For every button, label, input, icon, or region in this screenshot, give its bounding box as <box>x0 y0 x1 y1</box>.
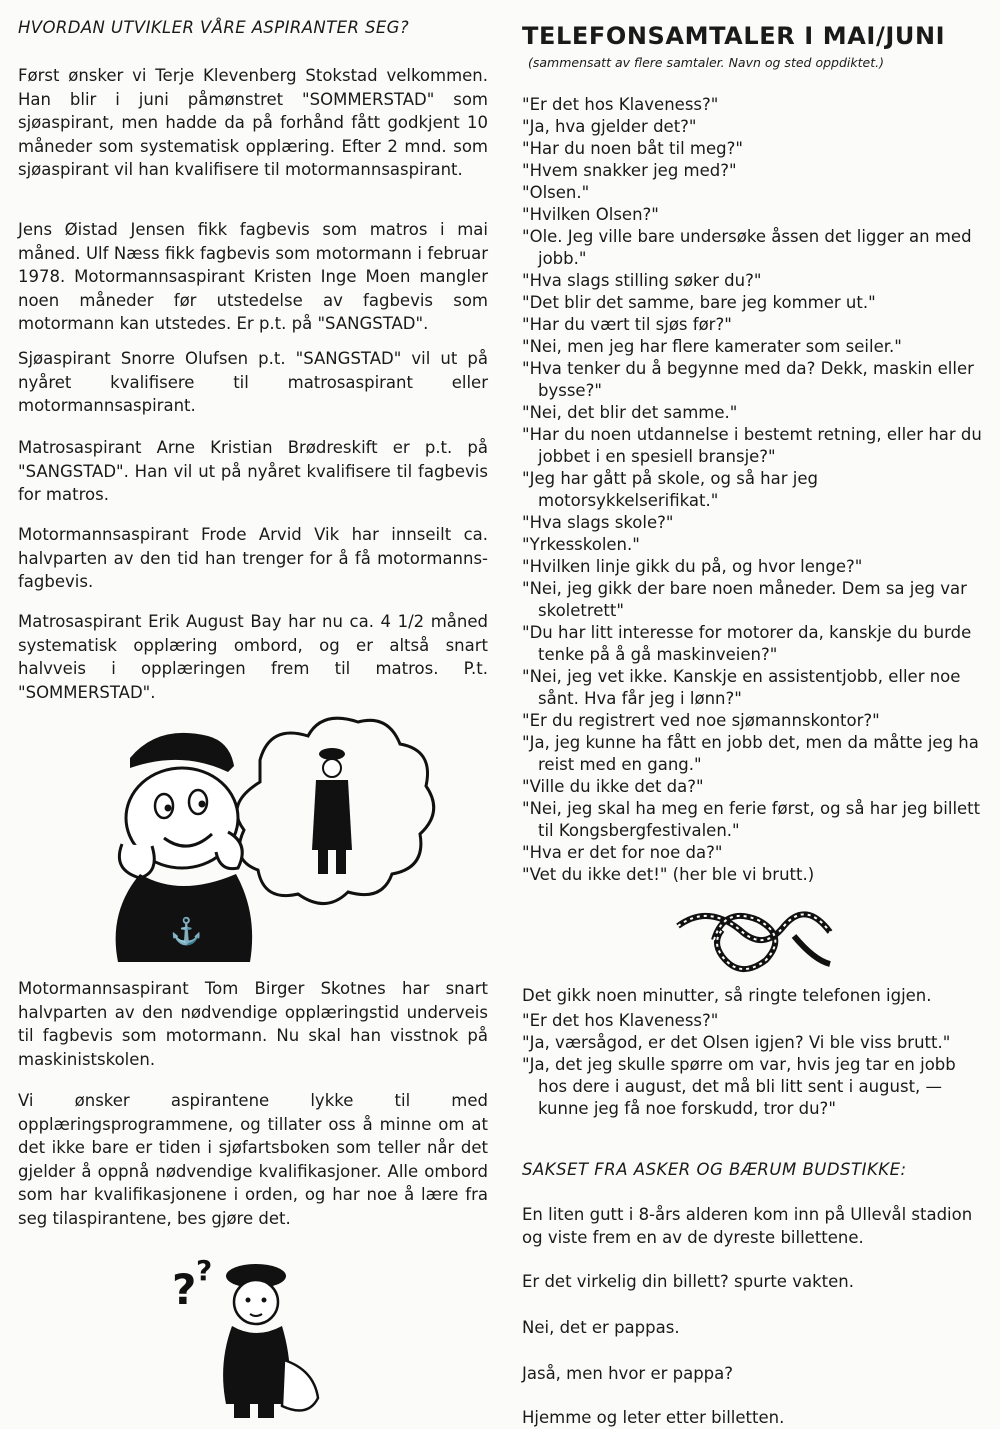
dialog-line: "Det blir det samme, bare jeg kommer ut." <box>522 293 876 312</box>
dialog-line: "Har du noen utdannelse i bestemt retning, eller har du jobbet i en spesiell bransje?" <box>522 425 982 466</box>
svg-text:?: ? <box>196 1254 213 1287</box>
dialog-line: "Ja, hva gjelder det?" <box>522 117 697 136</box>
joke-line: Hjemme og leter etter billetten. <box>522 1408 785 1427</box>
dialog-line: "Hvilken Olsen?" <box>522 205 659 224</box>
dialog-line: "Jeg har gått på skole, og så har jeg motorsykkelserifikat." <box>522 469 818 510</box>
aspirants-paragraph: Vi ønsker aspirantene lykke til med opplæringsprogrammene, og tillater oss å minne om at det ikke bare er tiden i sjøfartsboken som teller når det gjelder å oppnå nødvendige kvalifikasjoner. Alle ombord som har kvalifikasjonene i orden, og har noe å lære fra seg tilaspirantene, bes gjøre det. <box>18 1091 488 1228</box>
dialog-line: "Er det hos Klaveness?" <box>522 95 719 114</box>
phone-dialog <box>522 94 988 886</box>
aspirants-paragraph: Matrosaspirant Erik August Bay har nu ca. 4 1/2 måned systematisk opplæring ombord, og er altså snart halvveis i opplæringen frem til matros. P.t. "SOMMERSTAD". <box>18 612 488 702</box>
dialog-line: "Nei, men jeg har flere kamerater som seiler." <box>522 337 902 356</box>
sakset-heading: SAKSET FRA ASKER OG BÆRUM BUDSTIKKE: <box>522 1160 907 1179</box>
narration-text: Det gikk noen minutter, så ringte telefonen igjen. <box>522 986 932 1005</box>
dialog-line: "Hva tenker du å begynne med da? Dekk, maskin eller bysse?" <box>522 359 974 400</box>
dialog-line: "Hvilken linje gikk du på, og hvor lenge?" <box>522 557 863 576</box>
aspirants-paragraph: Først ønsker vi Terje Klevenberg Stokstad velkommen. Han blir i juni påmønstret "SOMMERSTAD" som sjøaspirant, men hadde da på forhånd fått godkjent 10 måneder som systematisk opplæring. Efter 2 mnd. som sjøaspirant vil han kvalifisere til motormannsaspirant. <box>18 66 488 179</box>
aspirants-paragraph: Sjøaspirant Snorre Olufsen p.t. "SANGSTAD" vil ut på nyåret kvalifisere til matrosaspirant eller motormannsaspirant. <box>18 349 488 415</box>
dialog-line: "Ja, værsågod, er det Olsen igjen? Vi ble viss brutt." <box>522 1033 951 1052</box>
dialog-line: "Ville du ikke det da?" <box>522 777 704 796</box>
phone-calls-title: TELEFONSAMTALER I MAI/JUNI <box>522 22 946 50</box>
joke-line: Nei, det er pappas. <box>522 1318 680 1337</box>
aspirants-heading: HVORDAN UTVIKLER VÅRE ASPIRANTER SEG? <box>18 18 410 37</box>
aspirants-paragraph: Jens Øistad Jensen fikk fagbevis som matros i mai måned. Ulf Næss fikk fagbevis som motormann i februar 1978. Motormannsaspirant Kristen Inge Moen mangler noen måneder før utstedelse av fagbevis som motormann kan utstedes. Er p.t. på "SANGSTAD". <box>18 220 488 333</box>
joke-line: En liten gutt i 8-års alderen kom inn på Ullevål stadion og viste frem en av de dyreste billettene. <box>522 1205 973 1247</box>
dialog-line: "Ja, det jeg skulle spørre om var, hvis jeg tar en jobb hos dere i august, det må bli litt sent i august, — kunne jeg få noe forskudd, tror du?" <box>522 1055 956 1118</box>
dialog-line: "Ole. Jeg ville bare undersøke åssen det ligger an med jobb." <box>522 227 972 268</box>
dialog-line: "Nei, det blir det samme." <box>522 403 738 422</box>
dreaming-cadet-illustration <box>110 714 500 962</box>
dialog-line: "Hva slags stilling søker du?" <box>522 271 762 290</box>
dialog-line: "Er du registrert ved noe sjømannskontor?" <box>522 711 880 730</box>
dialog-line: "Ja, jeg kunne ha fått en jobb det, men da måtte jeg ha reist med en gang." <box>522 733 979 774</box>
dialog-line: "Vet du ikke det!" (her ble vi brutt.) <box>522 865 815 884</box>
aspirants-paragraph: Motormannsaspirant Frode Arvid Vik har innseilt ca. halvparten av den tid han trenger for å få motormanns-fagbevis. <box>18 525 488 591</box>
dialog-line: "Hva er det for noe da?" <box>522 843 723 862</box>
svg-text:⚓: ⚓ <box>170 917 203 947</box>
aspirants-paragraph: Motormannsaspirant Tom Birger Skotnes har snart halvparten av den nødvendige opplæringstid underveis til fagbevis som motormann. Nu skal han visstnok på maskinistskolen. <box>18 979 488 1069</box>
dialog-line: "Olsen." <box>522 183 590 202</box>
svg-text:?: ? <box>172 1265 197 1314</box>
dialog-line: "Du har litt interesse for motorer da, kanskje du burde tenke på å gå maskinveien?" <box>522 623 972 664</box>
joke-line: Jaså, men hvor er pappa? <box>522 1364 734 1383</box>
puzzled-cadet-illustration <box>168 1250 328 1422</box>
dialog-line: "Har du vært til sjøs før?" <box>522 315 732 334</box>
phone-dialog-second <box>522 1010 988 1120</box>
dialog-line: "Hvem snakker jeg med?" <box>522 161 737 180</box>
dialog-line: "Nei, jeg skal ha meg en ferie først, og så har jeg billett til Kongsbergfestivalen." <box>522 799 981 840</box>
dialog-line: "Har du noen båt til meg?" <box>522 139 743 158</box>
aspirants-paragraph: Matrosaspirant Arne Kristian Brødreskift er p.t. på "SANGSTAD". Han vil ut på nyåret kvalifisere til fagbevis for matros. <box>18 438 488 504</box>
phone-calls-subtitle: (sammensatt av flere samtaler. Navn og sted oppdiktet.) <box>528 55 884 70</box>
dialog-line: "Hva slags skole?" <box>522 513 674 532</box>
dialog-line: "Er det hos Klaveness?" <box>522 1011 719 1030</box>
rope-knot-illustration <box>674 896 834 976</box>
dialog-line: "Nei, jeg gikk der bare noen måneder. Dem sa jeg var skoletrett" <box>522 579 967 620</box>
joke-line: Er det virkelig din billett? spurte vakten. <box>522 1272 854 1291</box>
dialog-line: "Nei, jeg vet ikke. Kanskje en assistentjobb, eller noe sånt. Hva får jeg i lønn?" <box>522 667 961 708</box>
dialog-line: "Yrkesskolen." <box>522 535 640 554</box>
